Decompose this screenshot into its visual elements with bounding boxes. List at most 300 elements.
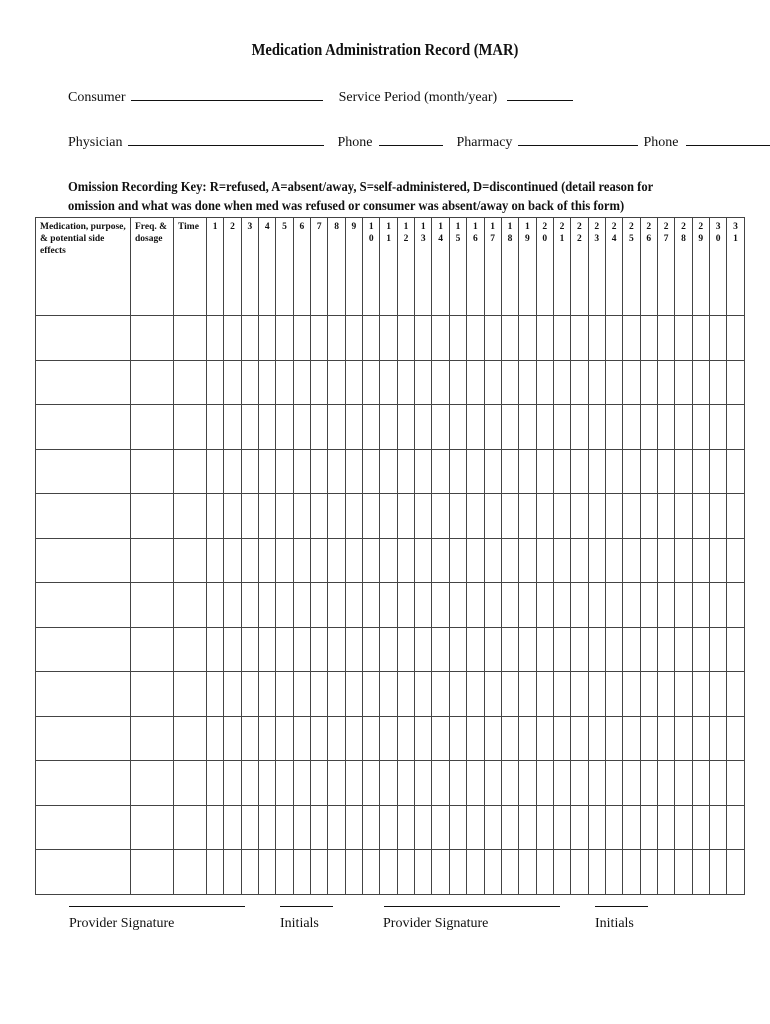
- day-cell[interactable]: [501, 850, 518, 895]
- day-cell[interactable]: [571, 494, 588, 539]
- day-cell[interactable]: [345, 583, 362, 628]
- day-cell[interactable]: [571, 538, 588, 583]
- day-cell[interactable]: [241, 316, 258, 361]
- day-cell[interactable]: [380, 360, 397, 405]
- day-cell[interactable]: [363, 316, 380, 361]
- day-cell[interactable]: [363, 449, 380, 494]
- day-cell[interactable]: [241, 360, 258, 405]
- day-cell[interactable]: [692, 583, 709, 628]
- day-cell[interactable]: [276, 627, 293, 672]
- day-cell[interactable]: [588, 805, 605, 850]
- day-cell[interactable]: [432, 716, 449, 761]
- day-cell[interactable]: [501, 805, 518, 850]
- pharmacy-field[interactable]: [518, 133, 638, 146]
- day-cell[interactable]: [276, 449, 293, 494]
- day-cell[interactable]: [380, 538, 397, 583]
- medication-cell[interactable]: [36, 627, 131, 672]
- day-cell[interactable]: [727, 761, 744, 806]
- day-cell[interactable]: [709, 538, 726, 583]
- day-cell[interactable]: [692, 316, 709, 361]
- day-cell[interactable]: [432, 672, 449, 717]
- day-cell[interactable]: [467, 494, 484, 539]
- medication-cell[interactable]: [36, 360, 131, 405]
- day-cell[interactable]: [276, 761, 293, 806]
- medication-cell[interactable]: [36, 538, 131, 583]
- day-cell[interactable]: [571, 627, 588, 672]
- day-cell[interactable]: [692, 538, 709, 583]
- day-cell[interactable]: [623, 360, 640, 405]
- freq-dosage-cell[interactable]: [131, 316, 174, 361]
- day-cell[interactable]: [553, 672, 570, 717]
- day-cell[interactable]: [519, 583, 536, 628]
- day-cell[interactable]: [432, 850, 449, 895]
- day-cell[interactable]: [640, 716, 657, 761]
- day-cell[interactable]: [727, 850, 744, 895]
- day-cell[interactable]: [692, 494, 709, 539]
- day-cell[interactable]: [727, 538, 744, 583]
- day-cell[interactable]: [657, 805, 674, 850]
- day-cell[interactable]: [293, 405, 310, 450]
- day-cell[interactable]: [675, 850, 692, 895]
- time-cell[interactable]: [174, 405, 207, 450]
- freq-dosage-cell[interactable]: [131, 716, 174, 761]
- day-cell[interactable]: [415, 850, 432, 895]
- day-cell[interactable]: [328, 805, 345, 850]
- day-cell[interactable]: [623, 716, 640, 761]
- day-cell[interactable]: [224, 538, 241, 583]
- day-cell[interactable]: [692, 761, 709, 806]
- day-cell[interactable]: [623, 538, 640, 583]
- day-cell[interactable]: [484, 583, 501, 628]
- medication-cell[interactable]: [36, 316, 131, 361]
- day-cell[interactable]: [449, 316, 466, 361]
- day-cell[interactable]: [727, 405, 744, 450]
- day-cell[interactable]: [363, 850, 380, 895]
- day-cell[interactable]: [415, 316, 432, 361]
- day-cell[interactable]: [605, 405, 622, 450]
- day-cell[interactable]: [224, 583, 241, 628]
- day-cell[interactable]: [293, 494, 310, 539]
- day-cell[interactable]: [519, 761, 536, 806]
- day-cell[interactable]: [571, 672, 588, 717]
- freq-dosage-cell[interactable]: [131, 805, 174, 850]
- day-cell[interactable]: [380, 449, 397, 494]
- day-cell[interactable]: [345, 449, 362, 494]
- day-cell[interactable]: [467, 716, 484, 761]
- day-cell[interactable]: [207, 449, 224, 494]
- day-cell[interactable]: [640, 405, 657, 450]
- service-period-field[interactable]: [507, 88, 573, 101]
- day-cell[interactable]: [623, 850, 640, 895]
- medication-cell[interactable]: [36, 405, 131, 450]
- medication-cell[interactable]: [36, 449, 131, 494]
- day-cell[interactable]: [207, 316, 224, 361]
- day-cell[interactable]: [553, 805, 570, 850]
- day-cell[interactable]: [467, 672, 484, 717]
- day-cell[interactable]: [657, 494, 674, 539]
- day-cell[interactable]: [328, 716, 345, 761]
- day-cell[interactable]: [293, 805, 310, 850]
- freq-dosage-cell[interactable]: [131, 627, 174, 672]
- day-cell[interactable]: [709, 405, 726, 450]
- day-cell[interactable]: [536, 716, 553, 761]
- day-cell[interactable]: [536, 672, 553, 717]
- day-cell[interactable]: [467, 538, 484, 583]
- day-cell[interactable]: [224, 805, 241, 850]
- day-cell[interactable]: [605, 538, 622, 583]
- freq-dosage-cell[interactable]: [131, 494, 174, 539]
- day-cell[interactable]: [553, 405, 570, 450]
- day-cell[interactable]: [675, 405, 692, 450]
- day-cell[interactable]: [293, 672, 310, 717]
- day-cell[interactable]: [397, 805, 414, 850]
- day-cell[interactable]: [363, 716, 380, 761]
- day-cell[interactable]: [397, 360, 414, 405]
- day-cell[interactable]: [415, 494, 432, 539]
- time-cell[interactable]: [174, 850, 207, 895]
- day-cell[interactable]: [571, 761, 588, 806]
- day-cell[interactable]: [241, 583, 258, 628]
- day-cell[interactable]: [675, 716, 692, 761]
- day-cell[interactable]: [293, 850, 310, 895]
- time-cell[interactable]: [174, 583, 207, 628]
- day-cell[interactable]: [588, 316, 605, 361]
- day-cell[interactable]: [311, 360, 328, 405]
- day-cell[interactable]: [605, 583, 622, 628]
- day-cell[interactable]: [380, 716, 397, 761]
- day-cell[interactable]: [640, 805, 657, 850]
- freq-dosage-cell[interactable]: [131, 850, 174, 895]
- day-cell[interactable]: [259, 494, 276, 539]
- day-cell[interactable]: [675, 583, 692, 628]
- day-cell[interactable]: [397, 538, 414, 583]
- day-cell[interactable]: [640, 761, 657, 806]
- day-cell[interactable]: [345, 850, 362, 895]
- day-cell[interactable]: [328, 538, 345, 583]
- day-cell[interactable]: [276, 538, 293, 583]
- day-cell[interactable]: [501, 716, 518, 761]
- day-cell[interactable]: [588, 583, 605, 628]
- day-cell[interactable]: [675, 360, 692, 405]
- day-cell[interactable]: [397, 494, 414, 539]
- day-cell[interactable]: [623, 805, 640, 850]
- day-cell[interactable]: [415, 583, 432, 628]
- day-cell[interactable]: [259, 316, 276, 361]
- day-cell[interactable]: [259, 716, 276, 761]
- day-cell[interactable]: [501, 672, 518, 717]
- day-cell[interactable]: [640, 316, 657, 361]
- day-cell[interactable]: [311, 850, 328, 895]
- day-cell[interactable]: [484, 761, 501, 806]
- day-cell[interactable]: [276, 360, 293, 405]
- day-cell[interactable]: [380, 405, 397, 450]
- day-cell[interactable]: [224, 672, 241, 717]
- day-cell[interactable]: [449, 360, 466, 405]
- day-cell[interactable]: [536, 761, 553, 806]
- day-cell[interactable]: [397, 716, 414, 761]
- day-cell[interactable]: [553, 316, 570, 361]
- freq-dosage-cell[interactable]: [131, 449, 174, 494]
- day-cell[interactable]: [467, 761, 484, 806]
- day-cell[interactable]: [207, 627, 224, 672]
- day-cell[interactable]: [640, 627, 657, 672]
- day-cell[interactable]: [224, 316, 241, 361]
- day-cell[interactable]: [484, 850, 501, 895]
- day-cell[interactable]: [328, 316, 345, 361]
- day-cell[interactable]: [432, 583, 449, 628]
- day-cell[interactable]: [467, 316, 484, 361]
- day-cell[interactable]: [484, 316, 501, 361]
- day-cell[interactable]: [571, 583, 588, 628]
- day-cell[interactable]: [207, 583, 224, 628]
- day-cell[interactable]: [553, 449, 570, 494]
- day-cell[interactable]: [276, 805, 293, 850]
- day-cell[interactable]: [605, 716, 622, 761]
- freq-dosage-cell[interactable]: [131, 538, 174, 583]
- day-cell[interactable]: [363, 405, 380, 450]
- day-cell[interactable]: [241, 627, 258, 672]
- day-cell[interactable]: [328, 494, 345, 539]
- day-cell[interactable]: [467, 850, 484, 895]
- day-cell[interactable]: [415, 627, 432, 672]
- day-cell[interactable]: [328, 627, 345, 672]
- day-cell[interactable]: [415, 449, 432, 494]
- time-cell[interactable]: [174, 316, 207, 361]
- day-cell[interactable]: [415, 405, 432, 450]
- day-cell[interactable]: [293, 538, 310, 583]
- day-cell[interactable]: [605, 805, 622, 850]
- day-cell[interactable]: [207, 538, 224, 583]
- day-cell[interactable]: [709, 583, 726, 628]
- day-cell[interactable]: [640, 583, 657, 628]
- day-cell[interactable]: [709, 850, 726, 895]
- day-cell[interactable]: [709, 449, 726, 494]
- day-cell[interactable]: [623, 405, 640, 450]
- day-cell[interactable]: [449, 850, 466, 895]
- day-cell[interactable]: [241, 449, 258, 494]
- day-cell[interactable]: [397, 405, 414, 450]
- day-cell[interactable]: [519, 449, 536, 494]
- day-cell[interactable]: [605, 672, 622, 717]
- day-cell[interactable]: [519, 538, 536, 583]
- day-cell[interactable]: [345, 761, 362, 806]
- day-cell[interactable]: [536, 494, 553, 539]
- day-cell[interactable]: [484, 672, 501, 717]
- day-cell[interactable]: [293, 360, 310, 405]
- day-cell[interactable]: [692, 805, 709, 850]
- day-cell[interactable]: [259, 850, 276, 895]
- day-cell[interactable]: [345, 405, 362, 450]
- day-cell[interactable]: [727, 627, 744, 672]
- day-cell[interactable]: [293, 716, 310, 761]
- day-cell[interactable]: [484, 627, 501, 672]
- day-cell[interactable]: [588, 360, 605, 405]
- day-cell[interactable]: [345, 538, 362, 583]
- day-cell[interactable]: [328, 761, 345, 806]
- day-cell[interactable]: [675, 538, 692, 583]
- day-cell[interactable]: [432, 761, 449, 806]
- day-cell[interactable]: [345, 716, 362, 761]
- day-cell[interactable]: [224, 360, 241, 405]
- day-cell[interactable]: [501, 316, 518, 361]
- day-cell[interactable]: [224, 405, 241, 450]
- day-cell[interactable]: [657, 538, 674, 583]
- day-cell[interactable]: [397, 583, 414, 628]
- day-cell[interactable]: [501, 583, 518, 628]
- day-cell[interactable]: [259, 360, 276, 405]
- day-cell[interactable]: [311, 761, 328, 806]
- time-cell[interactable]: [174, 627, 207, 672]
- day-cell[interactable]: [605, 627, 622, 672]
- day-cell[interactable]: [259, 761, 276, 806]
- day-cell[interactable]: [241, 538, 258, 583]
- day-cell[interactable]: [536, 805, 553, 850]
- day-cell[interactable]: [657, 850, 674, 895]
- day-cell[interactable]: [657, 449, 674, 494]
- day-cell[interactable]: [276, 583, 293, 628]
- day-cell[interactable]: [553, 494, 570, 539]
- day-cell[interactable]: [553, 850, 570, 895]
- day-cell[interactable]: [623, 761, 640, 806]
- day-cell[interactable]: [224, 449, 241, 494]
- day-cell[interactable]: [397, 761, 414, 806]
- day-cell[interactable]: [467, 360, 484, 405]
- day-cell[interactable]: [415, 672, 432, 717]
- day-cell[interactable]: [415, 761, 432, 806]
- day-cell[interactable]: [605, 494, 622, 539]
- day-cell[interactable]: [484, 405, 501, 450]
- day-cell[interactable]: [432, 449, 449, 494]
- day-cell[interactable]: [640, 672, 657, 717]
- freq-dosage-cell[interactable]: [131, 405, 174, 450]
- day-cell[interactable]: [397, 316, 414, 361]
- day-cell[interactable]: [328, 405, 345, 450]
- day-cell[interactable]: [692, 449, 709, 494]
- day-cell[interactable]: [536, 538, 553, 583]
- day-cell[interactable]: [536, 405, 553, 450]
- day-cell[interactable]: [501, 627, 518, 672]
- day-cell[interactable]: [241, 850, 258, 895]
- day-cell[interactable]: [311, 494, 328, 539]
- day-cell[interactable]: [432, 805, 449, 850]
- day-cell[interactable]: [536, 449, 553, 494]
- day-cell[interactable]: [727, 360, 744, 405]
- time-cell[interactable]: [174, 538, 207, 583]
- day-cell[interactable]: [311, 449, 328, 494]
- day-cell[interactable]: [449, 405, 466, 450]
- day-cell[interactable]: [415, 716, 432, 761]
- day-cell[interactable]: [311, 716, 328, 761]
- freq-dosage-cell[interactable]: [131, 672, 174, 717]
- day-cell[interactable]: [311, 316, 328, 361]
- day-cell[interactable]: [657, 672, 674, 717]
- day-cell[interactable]: [727, 494, 744, 539]
- day-cell[interactable]: [328, 850, 345, 895]
- day-cell[interactable]: [224, 761, 241, 806]
- day-cell[interactable]: [709, 805, 726, 850]
- physician-field[interactable]: [128, 133, 324, 146]
- day-cell[interactable]: [311, 672, 328, 717]
- day-cell[interactable]: [432, 405, 449, 450]
- day-cell[interactable]: [363, 583, 380, 628]
- day-cell[interactable]: [415, 538, 432, 583]
- day-cell[interactable]: [311, 405, 328, 450]
- day-cell[interactable]: [293, 627, 310, 672]
- day-cell[interactable]: [709, 761, 726, 806]
- day-cell[interactable]: [241, 761, 258, 806]
- day-cell[interactable]: [553, 627, 570, 672]
- day-cell[interactable]: [363, 805, 380, 850]
- day-cell[interactable]: [224, 627, 241, 672]
- day-cell[interactable]: [675, 316, 692, 361]
- day-cell[interactable]: [692, 405, 709, 450]
- day-cell[interactable]: [727, 805, 744, 850]
- time-cell[interactable]: [174, 672, 207, 717]
- day-cell[interactable]: [571, 850, 588, 895]
- day-cell[interactable]: [397, 850, 414, 895]
- day-cell[interactable]: [692, 850, 709, 895]
- day-cell[interactable]: [675, 805, 692, 850]
- day-cell[interactable]: [501, 494, 518, 539]
- medication-cell[interactable]: [36, 850, 131, 895]
- day-cell[interactable]: [484, 494, 501, 539]
- day-cell[interactable]: [293, 761, 310, 806]
- day-cell[interactable]: [640, 494, 657, 539]
- day-cell[interactable]: [675, 672, 692, 717]
- day-cell[interactable]: [207, 850, 224, 895]
- day-cell[interactable]: [571, 360, 588, 405]
- day-cell[interactable]: [207, 672, 224, 717]
- medication-cell[interactable]: [36, 716, 131, 761]
- day-cell[interactable]: [692, 716, 709, 761]
- day-cell[interactable]: [415, 360, 432, 405]
- day-cell[interactable]: [345, 805, 362, 850]
- day-cell[interactable]: [588, 449, 605, 494]
- freq-dosage-cell[interactable]: [131, 761, 174, 806]
- day-cell[interactable]: [207, 360, 224, 405]
- day-cell[interactable]: [311, 538, 328, 583]
- day-cell[interactable]: [380, 316, 397, 361]
- day-cell[interactable]: [484, 538, 501, 583]
- day-cell[interactable]: [328, 449, 345, 494]
- day-cell[interactable]: [311, 583, 328, 628]
- day-cell[interactable]: [519, 494, 536, 539]
- freq-dosage-cell[interactable]: [131, 360, 174, 405]
- day-cell[interactable]: [467, 627, 484, 672]
- day-cell[interactable]: [397, 672, 414, 717]
- day-cell[interactable]: [571, 805, 588, 850]
- day-cell[interactable]: [345, 360, 362, 405]
- day-cell[interactable]: [675, 627, 692, 672]
- initials-line-2[interactable]: [595, 906, 648, 907]
- day-cell[interactable]: [276, 316, 293, 361]
- day-cell[interactable]: [259, 672, 276, 717]
- day-cell[interactable]: [449, 672, 466, 717]
- day-cell[interactable]: [571, 316, 588, 361]
- day-cell[interactable]: [553, 538, 570, 583]
- day-cell[interactable]: [657, 316, 674, 361]
- day-cell[interactable]: [553, 583, 570, 628]
- day-cell[interactable]: [605, 360, 622, 405]
- day-cell[interactable]: [553, 360, 570, 405]
- day-cell[interactable]: [380, 494, 397, 539]
- day-cell[interactable]: [259, 449, 276, 494]
- day-cell[interactable]: [484, 805, 501, 850]
- day-cell[interactable]: [657, 716, 674, 761]
- day-cell[interactable]: [536, 850, 553, 895]
- day-cell[interactable]: [657, 405, 674, 450]
- day-cell[interactable]: [571, 405, 588, 450]
